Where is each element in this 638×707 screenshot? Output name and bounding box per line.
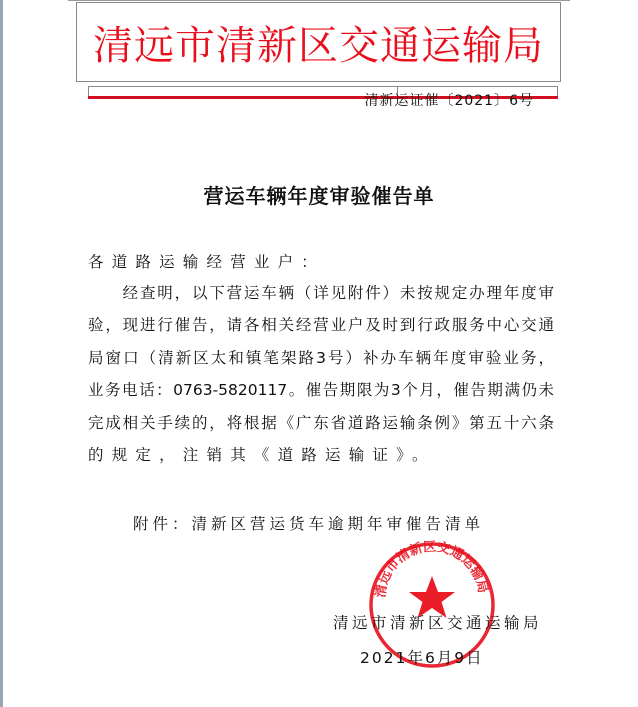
agency-letterhead-title: 清远市清新区交通运输局 xyxy=(93,22,544,69)
signature-agency: 清远市清新区交通运输局 xyxy=(333,614,543,632)
body-line: 验，现进行催告，请各相关经营业户及时到行政服务中心交通 xyxy=(88,316,554,334)
body-line: 完成相关手续的，将根据《广东省道路运输条例》第五十六条 xyxy=(88,414,554,432)
body-line: 业务电话：0763-5820117。催告期限为3个月，催告期满仍未 xyxy=(88,381,554,399)
stamp-text: 清远市清新区交通运输局 xyxy=(373,540,490,599)
body-line: 局窗口（清新区太和镇笔架路3号）补办车辆年度审验业务， xyxy=(88,349,554,367)
body-line: 的规定，注销其《道路运输证》。 xyxy=(88,446,436,464)
signature-date: 2021年6月9日 xyxy=(360,649,484,667)
letterhead xyxy=(76,2,561,82)
page-top-edge xyxy=(68,0,570,1)
body-line: 经查明，以下营运车辆（详见附件）未按规定办理年度审 xyxy=(88,284,554,302)
window-border xyxy=(0,0,3,707)
document-title: 营运车辆年度审验催告单 xyxy=(203,184,435,208)
salutation: 各道路运输经营业户： xyxy=(88,253,326,271)
document-number: 清新运证催〔2021〕6号 xyxy=(364,93,534,109)
attachment-note: 附件：清新区营运货车逾期年审催告清单 xyxy=(133,515,485,533)
